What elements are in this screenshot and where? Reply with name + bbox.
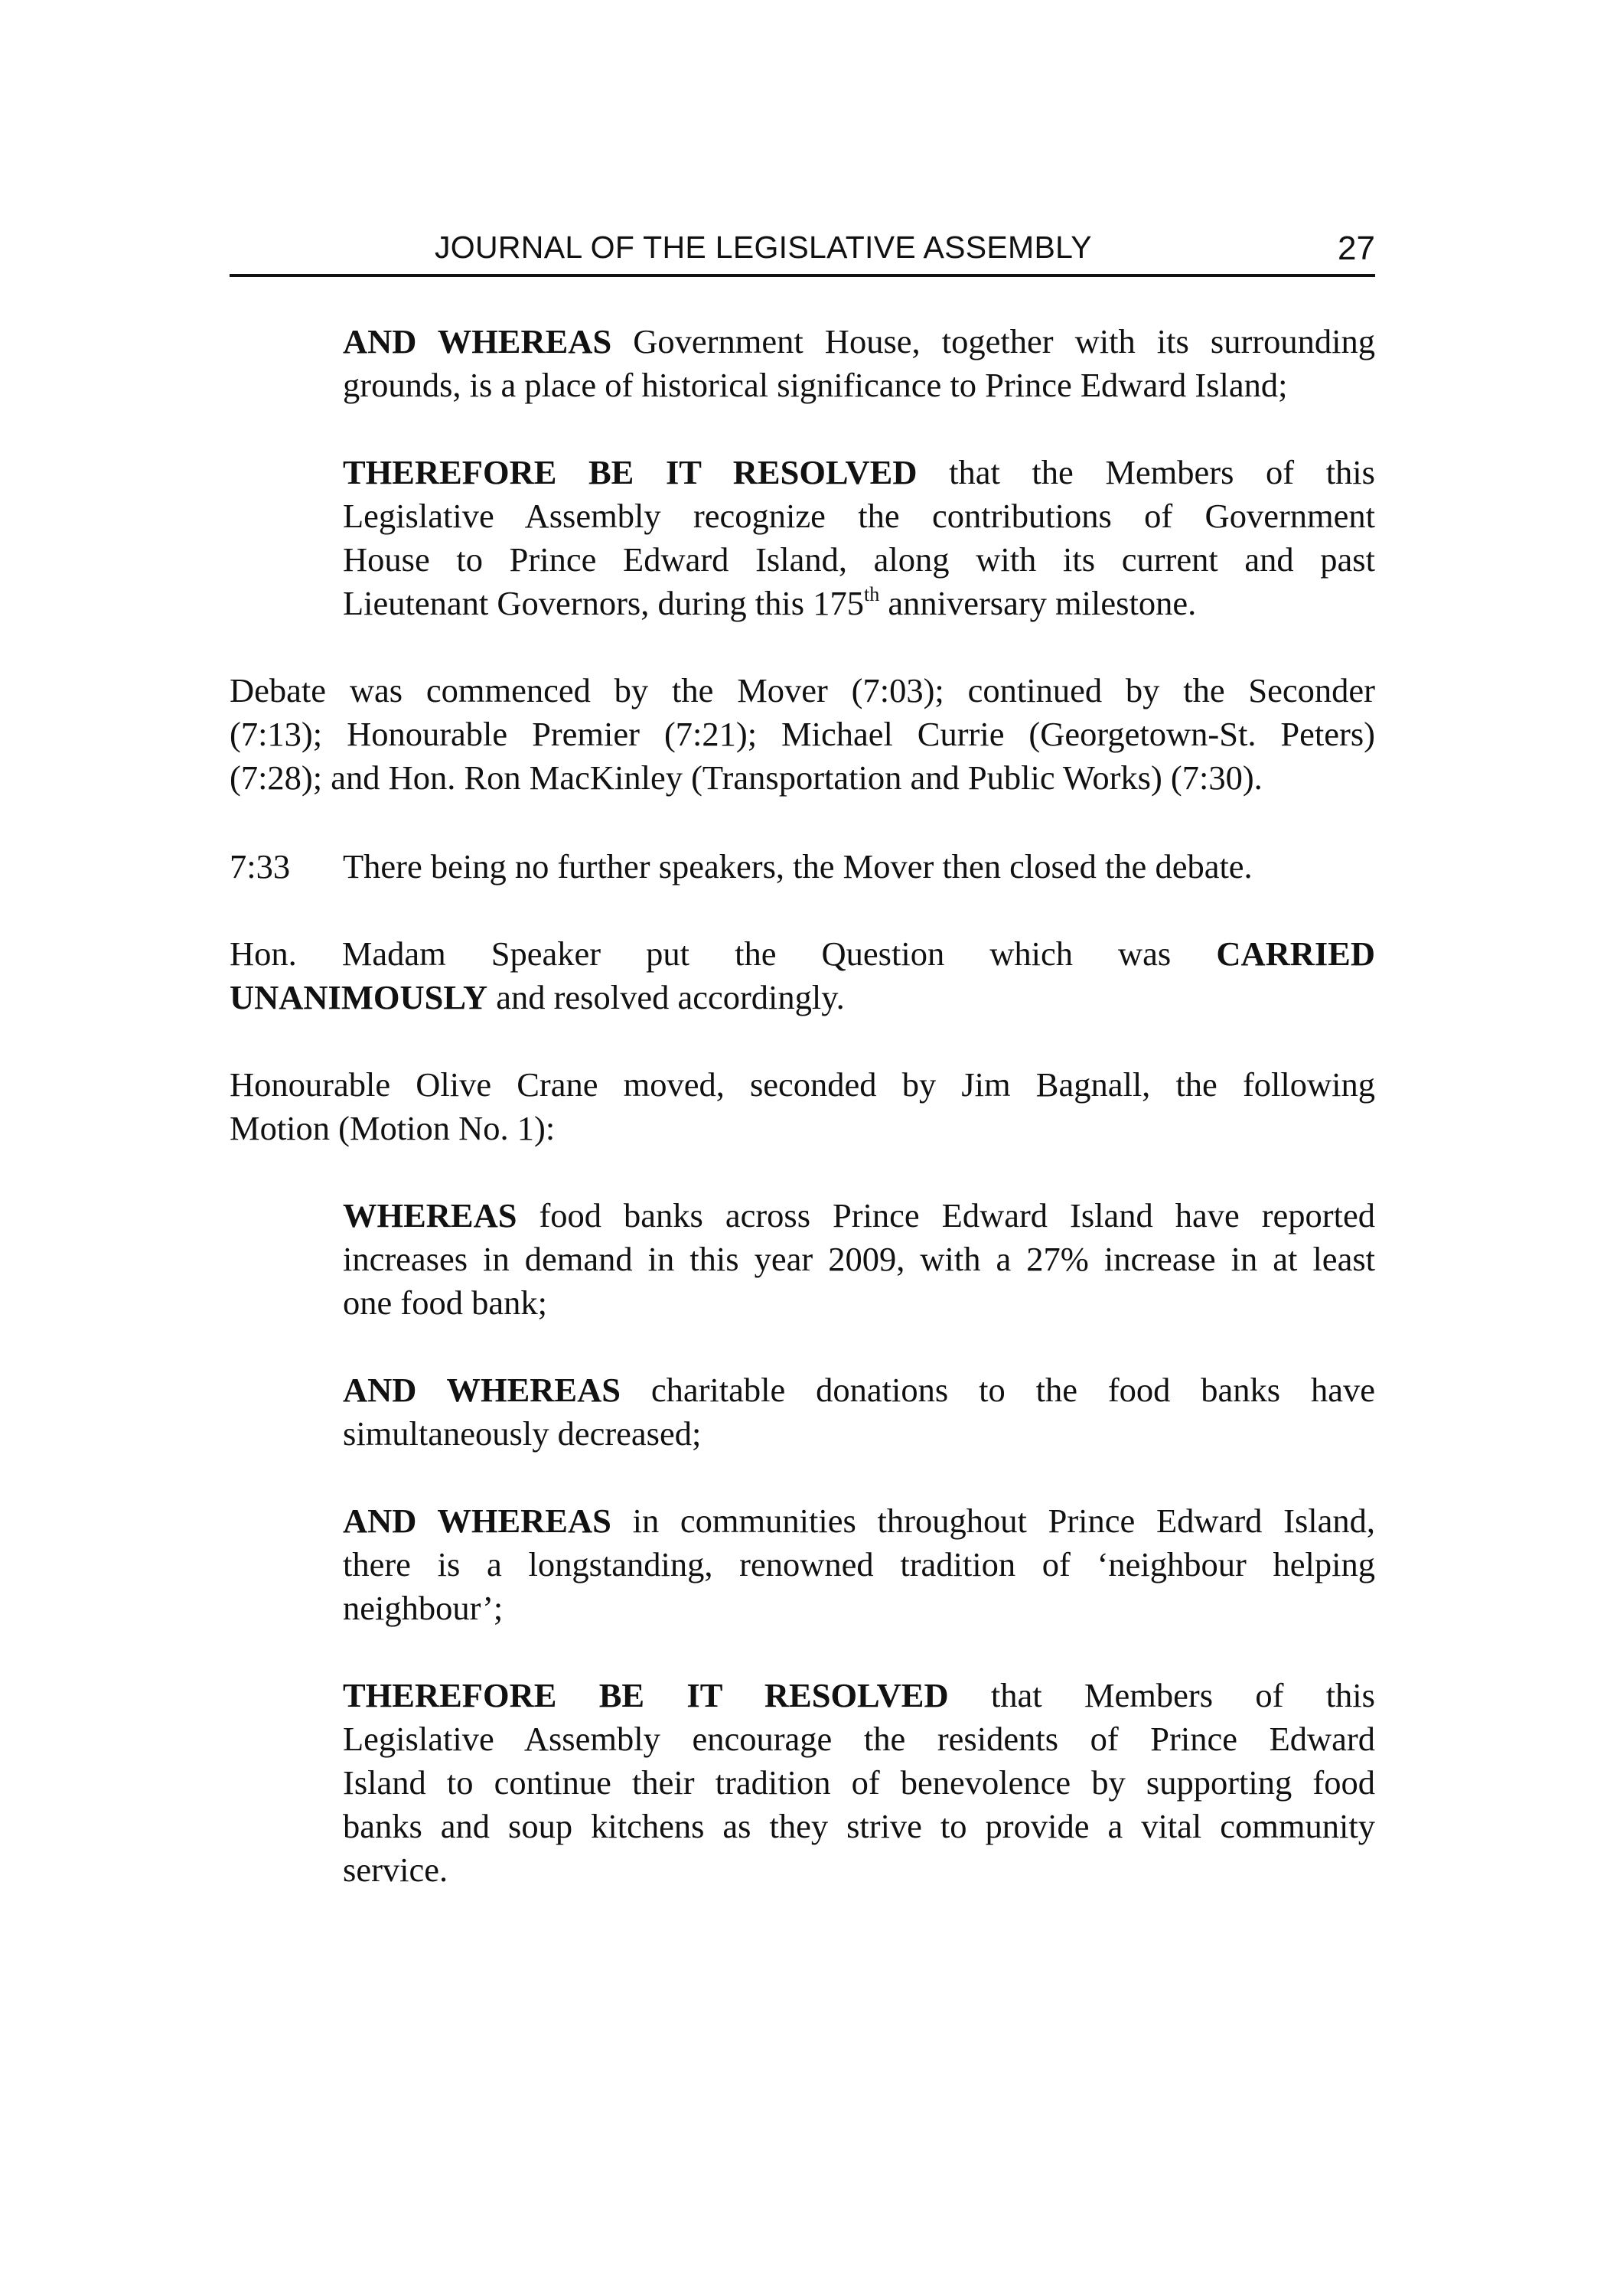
bold-unanimously: UNANIMOUSLY (230, 978, 488, 1016)
text-line: there is a longstanding, renowned tradition of ‘neighbour helping (343, 1545, 1375, 1583)
text-line: House to Prince Edward Island, along with its current and past (343, 540, 1375, 579)
resolved-food-banks-paragraph (343, 1674, 1375, 1892)
text-line: banks and soup kitchens as they strive to provide a vital community (343, 1807, 1375, 1845)
text-line: one food bank; (343, 1283, 547, 1322)
resolved-government-house-paragraph (343, 451, 1375, 625)
text-line (343, 1194, 1375, 1238)
ordinal-superscript: th (863, 583, 880, 605)
motion-intro-paragraph (230, 1063, 1375, 1150)
bold-lead: AND WHEREAS (343, 322, 612, 360)
text-line: (7:13); Honourable Premier (7:21); Michael Currie (Georgetown-St. Peters) (230, 715, 1375, 753)
bold-lead: THEREFORE BE IT RESOLVED (343, 1676, 949, 1714)
bold-carried: CARRIED (1216, 934, 1375, 973)
text-line: There being no further speakers, the Mover then closed the debate. (343, 847, 1253, 885)
whereas-government-house-paragraph (343, 320, 1375, 407)
text-line: increases in demand in this year 2009, with a 27% increase in at least (343, 1240, 1375, 1278)
text-line (343, 582, 1375, 625)
text-run: Government House, together with its surrounding (611, 322, 1376, 360)
text-line: Island to continue their tradition of benevolence by supporting food (343, 1763, 1375, 1802)
text-run: Lieutenant Governors, during this 175 (343, 584, 864, 622)
question-carried-paragraph (230, 932, 1375, 1019)
whereas-donations-paragraph (343, 1368, 1375, 1456)
time-stamp: 7:33 (230, 847, 291, 885)
text-run: food banks across Prince Edward Island have reported (517, 1196, 1375, 1234)
text-line: service. (343, 1851, 448, 1889)
text-line: (7:28); and Hon. Ron MacKinley (Transportation and Public Works) (7:30). (230, 758, 1263, 797)
text-line: Motion (Motion No. 1): (230, 1109, 556, 1147)
text-line (343, 1499, 1375, 1543)
text-run: that the Members of this (917, 453, 1375, 491)
text-run: Hon. Madam Speaker put the Question which was (230, 934, 1217, 973)
text-line: neighbour’; (343, 1589, 504, 1627)
text-line: grounds, is a place of historical significance to Prince Edward Island; (343, 366, 1288, 404)
text-line (230, 976, 1375, 1019)
text-line: Debate was commenced by the Mover (7:03); continued by the Seconder (230, 671, 1375, 709)
bold-lead: AND WHEREAS (343, 1371, 621, 1409)
bold-lead: THEREFORE BE IT RESOLVED (343, 453, 918, 491)
text-line: Legislative Assembly recognize the contributions of Government (343, 497, 1375, 535)
whereas-tradition-paragraph (343, 1499, 1375, 1630)
text-line (343, 451, 1375, 494)
header-rule (230, 274, 1375, 277)
text-run: charitable donations to the food banks have (620, 1371, 1375, 1409)
text-line (343, 1674, 1375, 1717)
bold-lead: AND WHEREAS (343, 1502, 611, 1540)
running-header (230, 227, 1375, 276)
closing-debate-paragraph (343, 845, 1375, 889)
text-run: in communities throughout Prince Edward Island, (611, 1502, 1375, 1540)
whereas-food-banks-paragraph (343, 1194, 1375, 1325)
text-line (343, 1368, 1375, 1412)
debate-paragraph (230, 669, 1375, 800)
text-run: anniversary milestone. (879, 584, 1197, 622)
text-line (343, 320, 1375, 364)
text-line (230, 932, 1375, 976)
text-line: simultaneously decreased; (343, 1414, 702, 1453)
page-number: 27 (1338, 230, 1375, 267)
text-run: that Members of this (948, 1676, 1375, 1714)
text-line: Honourable Olive Crane moved, seconded by Jim Bagnall, the following (230, 1065, 1375, 1104)
text-line: Legislative Assembly encourage the residents of Prince Edward (343, 1720, 1375, 1758)
bold-lead: WHEREAS (343, 1196, 517, 1234)
text-run: and resolved accordingly. (487, 978, 845, 1016)
journal-title: JOURNAL OF THE LEGISLATIVE ASSEMBLY (435, 230, 1092, 265)
